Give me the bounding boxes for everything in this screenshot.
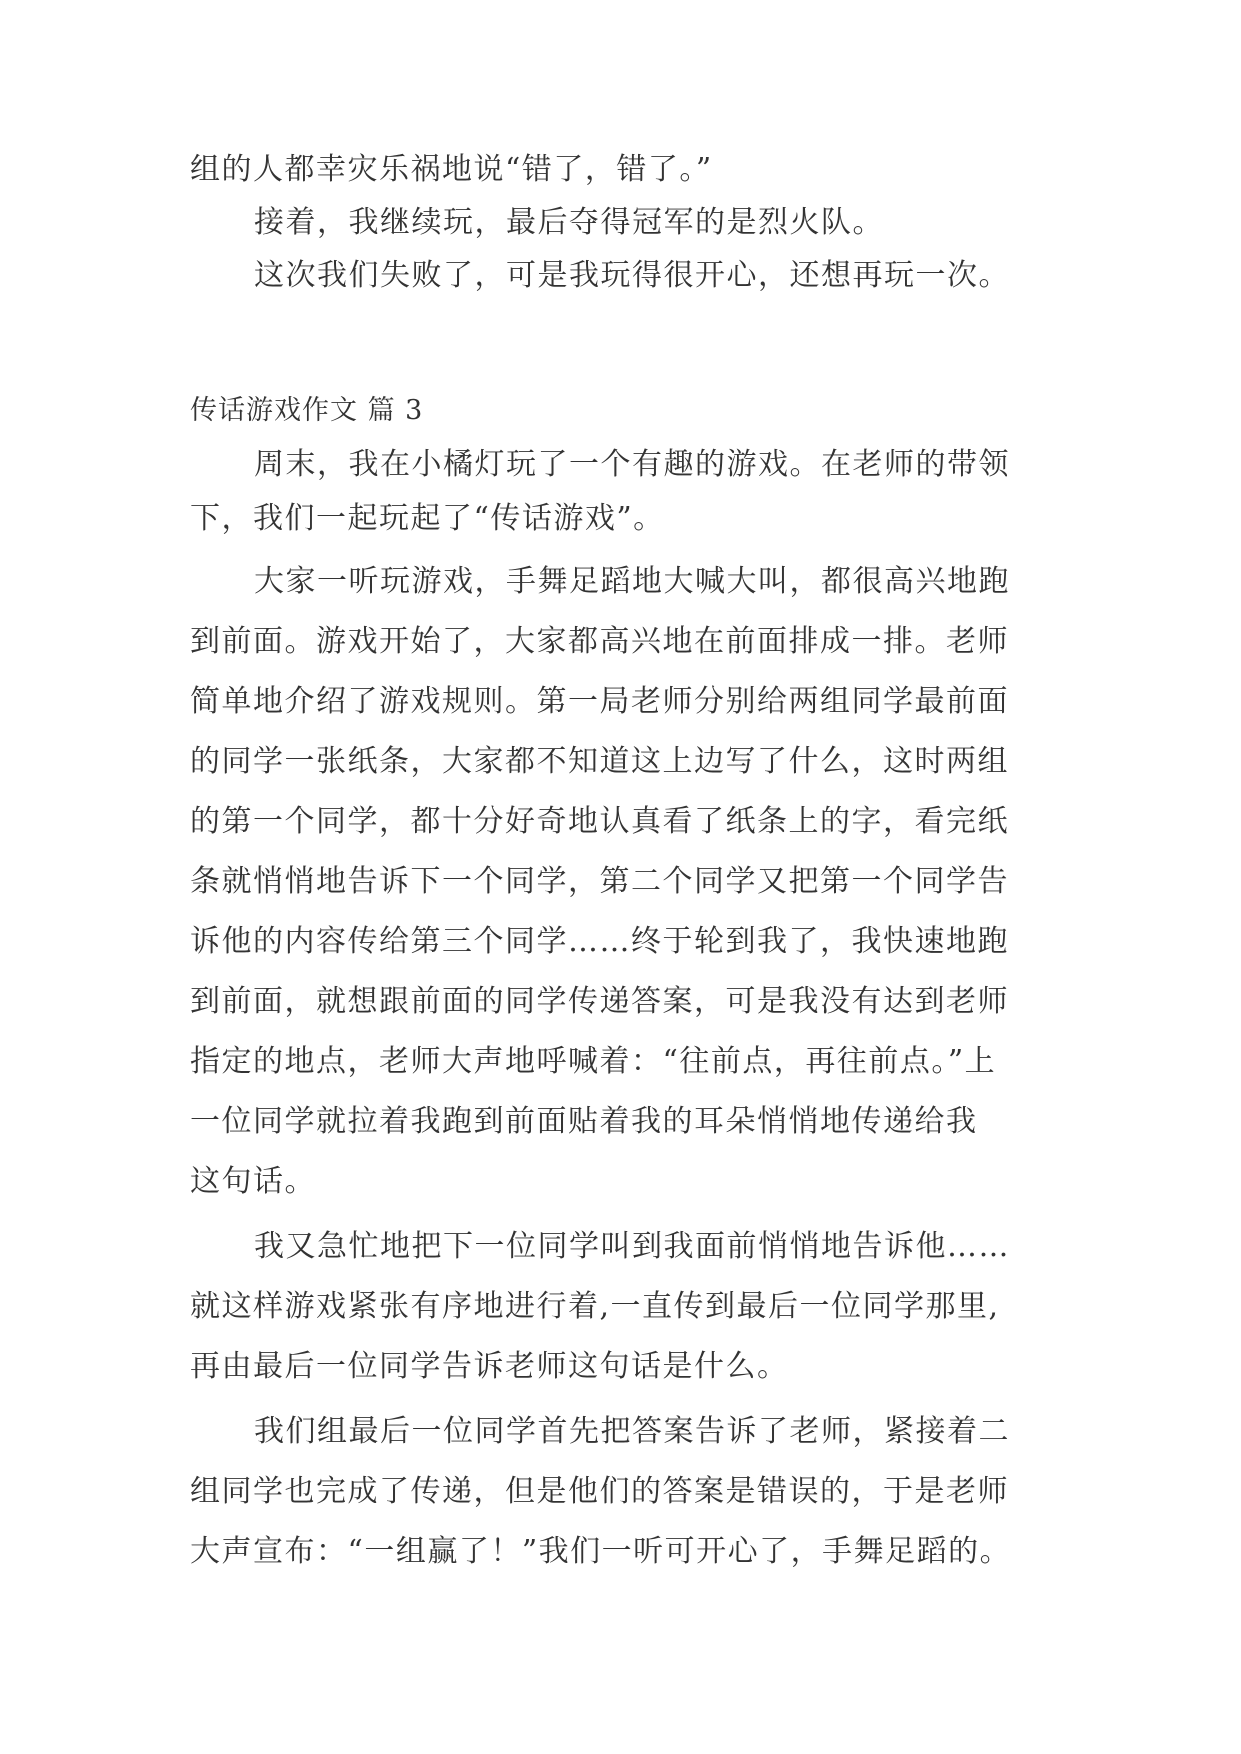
paragraph-line: 我又急忙地把下一位同学叫到我面前悄悄地告诉他…… [254,1229,1010,1264]
paragraph-line: 到前面。游戏开始了，大家都高兴地在前面排成一排。老师 [190,624,1009,659]
paragraph-line: 简单地介绍了游戏规则。第一局老师分别给两组同学最前面 [190,684,1009,719]
paragraph-line: 一位同学就拉着我跑到前面贴着我的耳朵悄悄地传递给我 [190,1104,978,1139]
paragraph-line: 到前面，就想跟前面的同学传递答案，可是我没有达到老师 [190,984,1009,1019]
paragraph-line: 接着，我继续玩，最后夺得冠军的是烈火队。 [254,205,884,240]
paragraph-line: 的同学一张纸条，大家都不知道这上边写了什么，这时两组 [190,744,1009,779]
paragraph-line: 这次我们失败了，可是我玩得很开心，还想再玩一次。 [254,258,1010,293]
paragraph-line: 大声宣布：“一组赢了！”我们一听可开心了，手舞足蹈的。 [190,1534,1012,1569]
paragraph-line: 条就悄悄地告诉下一个同学，第二个同学又把第一个同学告 [190,864,1009,899]
paragraph-line: 组的人都幸灾乐祸地说“错了，错了。” [190,152,713,187]
paragraph-line: 我们组最后一位同学首先把答案告诉了老师，紧接着二 [254,1414,1010,1449]
paragraph-line: 这句话。 [190,1164,316,1199]
paragraph-line: 再由最后一位同学告诉老师这句话是什么。 [190,1349,789,1384]
paragraph-line: 大家一听玩游戏，手舞足蹈地大喊大叫，都很高兴地跑 [254,564,1010,599]
section-title: 传话游戏作文 篇 3 [190,395,424,426]
paragraph-line: 周末，我在小橘灯玩了一个有趣的游戏。在老师的带领 [254,447,1010,482]
paragraph-line: 就这样游戏紧张有序地进行着,一直传到最后一位同学那里, [190,1289,1000,1324]
paragraph-line: 下，我们一起玩起了“传话游戏”。 [190,501,665,536]
paragraph-line: 的第一个同学，都十分好奇地认真看了纸条上的字，看完纸 [190,804,1009,839]
paragraph-line: 组同学也完成了传递，但是他们的答案是错误的，于是老师 [190,1474,1009,1509]
paragraph-line: 诉他的内容传给第三个同学……终于轮到我了，我快速地跑 [190,924,1009,959]
paragraph-line: 指定的地点，老师大声地呼喊着：“往前点，再往前点。”上 [190,1044,997,1079]
